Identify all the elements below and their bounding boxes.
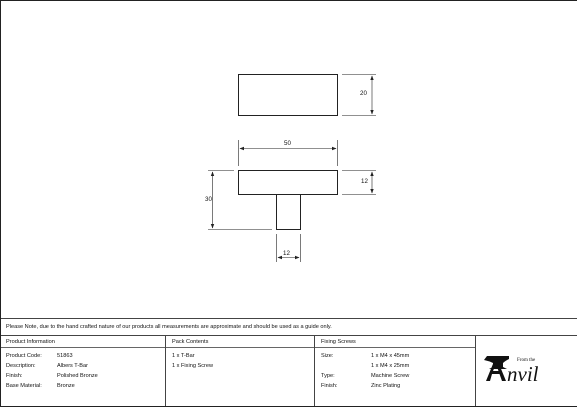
size-value: 1 x M4 x 45mm — [371, 353, 410, 359]
product-information-heading: Product Information — [6, 339, 55, 345]
type-value: Machine Screw — [371, 373, 410, 379]
dimension-top-height: 20 — [360, 90, 367, 97]
disclaimer-note: Please Note, due to the hand crafted nature of our products all measurements are approximate and should be used as a guide only. — [6, 324, 332, 330]
product-code-value: 51863 — [57, 353, 73, 359]
pack-contents-heading: Pack Contents — [172, 339, 209, 345]
type-label: Type: — [321, 373, 335, 379]
dimension-bar-height: 12 — [361, 178, 368, 185]
size-label: Size: — [321, 353, 334, 359]
dimension-stem-width: 12 — [283, 250, 290, 257]
description-label: Description: — [6, 363, 36, 369]
finish-label: Finish: — [6, 373, 23, 379]
logo-small-text: From the — [517, 358, 536, 363]
pack-item: 1 x T-Bar — [172, 353, 195, 359]
dimension-total-height: 30 — [205, 196, 212, 203]
logo-brand-text: nvil — [507, 362, 539, 386]
finish-value: Polished Bronze — [57, 373, 98, 379]
pack-item: 1 x Fixing Screw — [172, 363, 214, 369]
base-material-label: Base Material: — [6, 383, 42, 389]
size-value: 1 x M4 x 25mm — [371, 363, 410, 369]
screw-finish-value: Zinc Plating — [371, 383, 401, 389]
base-material-value: Bronze — [57, 383, 75, 389]
screw-finish-label: Finish: — [321, 383, 338, 389]
description-value: Albers T-Bar — [57, 363, 88, 369]
fixing-screws-heading: Fixing Screws — [321, 339, 356, 345]
product-code-label: Product Code: — [6, 353, 42, 359]
dimension-width: 50 — [284, 140, 291, 147]
